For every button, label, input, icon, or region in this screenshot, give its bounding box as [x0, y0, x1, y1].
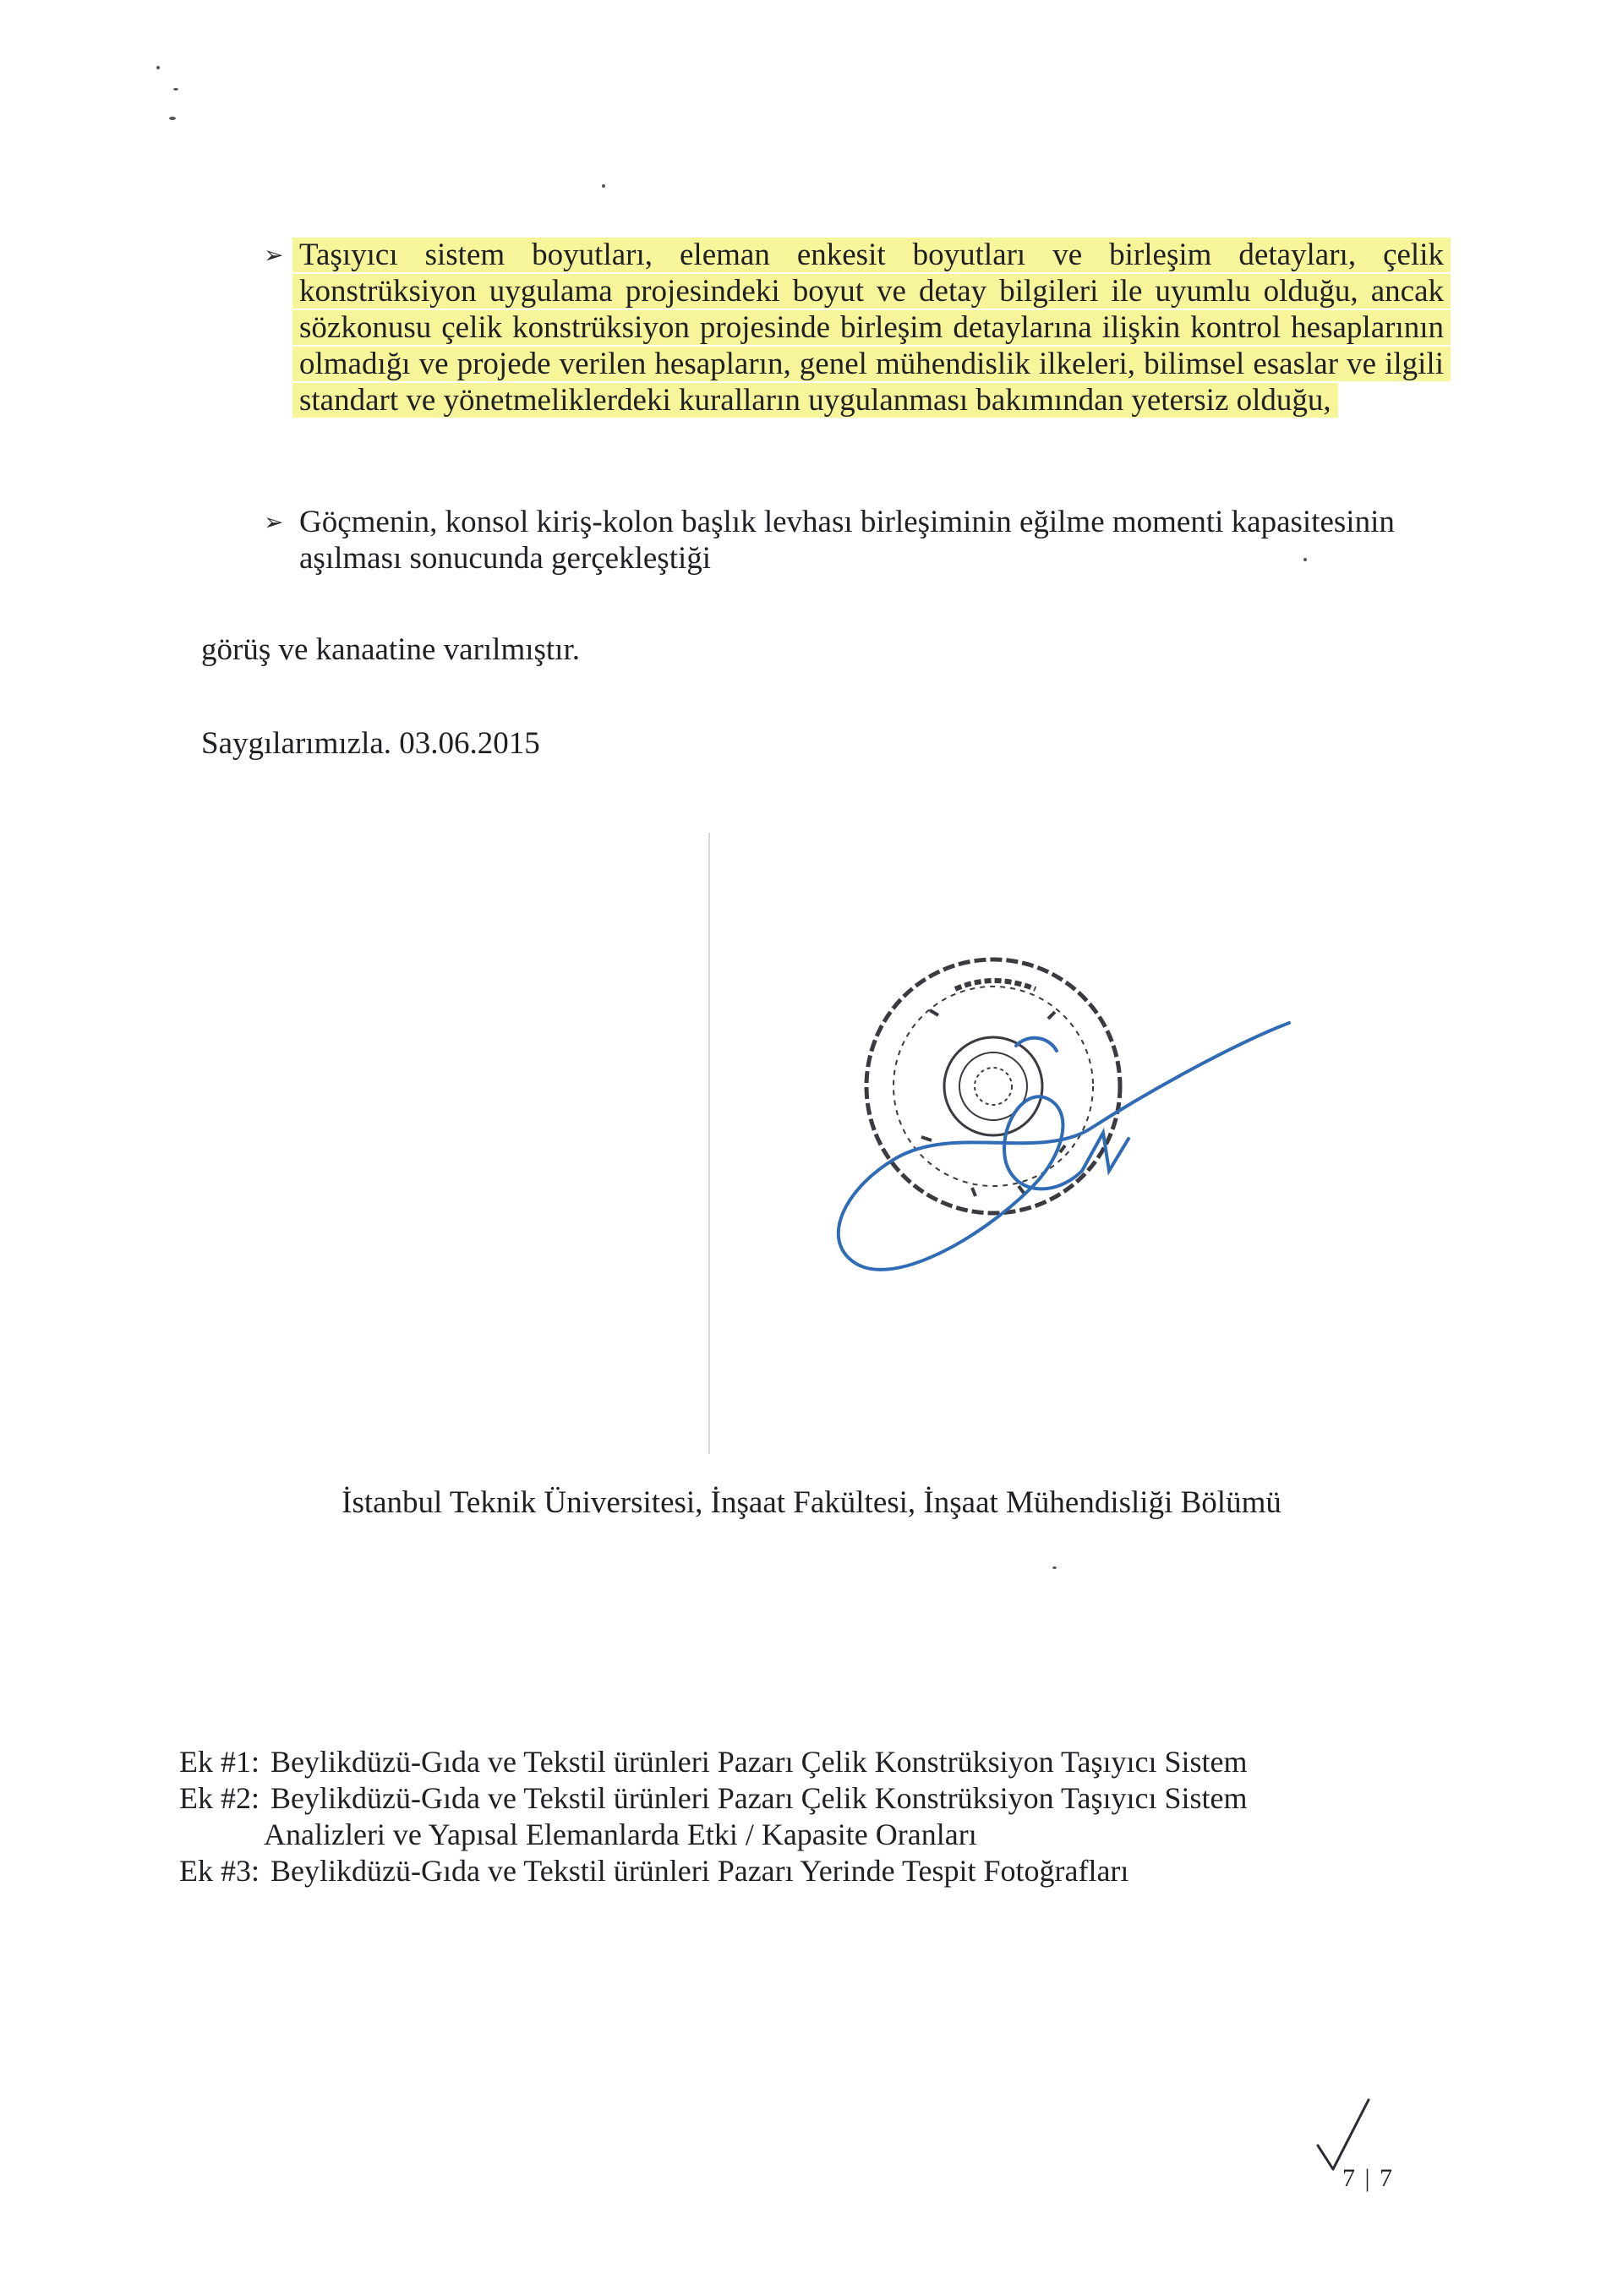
institution-name: İstanbul Teknik Üniversitesi, İnşaat Fakültesi, İnşaat Mühendisliği Bölümü — [342, 1485, 1281, 1520]
scan-speck — [1052, 1566, 1057, 1569]
checkmark-icon — [1314, 2096, 1374, 2173]
attachment-label: Ek #2: — [179, 1781, 260, 1815]
stamp-seal — [866, 959, 1120, 1213]
arrowhead-bullet-icon: ➢ — [264, 508, 284, 536]
finding-bullet-1 — [264, 237, 1444, 418]
scan-speck — [169, 117, 176, 120]
scan-speck — [156, 66, 160, 69]
attachment-label: Ek #3: — [179, 1854, 260, 1888]
attachments-list — [179, 1744, 1447, 1889]
attachment-1 — [179, 1744, 1447, 1780]
conclusion-text: görüş ve kanaatine varılmıştır. — [201, 632, 580, 667]
attachment-label: Ek #1: — [179, 1745, 260, 1779]
page-number: 7 | 7 — [1342, 2164, 1395, 2192]
attachment-2 — [179, 1780, 1447, 1817]
fold-line — [708, 833, 710, 1454]
scan-speck — [173, 88, 178, 90]
attachment-text: Beylikdüzü-Gıda ve Tekstil ürünleri Pazarı Çelik Konstrüksiyon Taşıyıcı Sistem — [270, 1745, 1248, 1779]
highlighted-finding-text: Taşıyıcı sistem boyutları, eleman enkesit boyutları ve birleşim detayları, çelik konstrüksiyon uygulama projesindeki boyut ve detay bilgileri ile uyumlu olduğu, ancak sözkonusu çelik konstrüksiyon projesinde birleşim detaylarına ilişkin kontrol hesaplarının olmadığı ve projede verilen hesapların, genel mühendislik ilkeleri, bilimsel esaslar ve ilgili standart ve yönetmeliklerdeki kuralların uygulanması bakımından yetersiz olduğu, — [299, 238, 1444, 418]
attachment-text: Beylikdüzü-Gıda ve Tekstil ürünleri Pazarı Çelik Konstrüksiyon Taşıyıcı Sistem — [270, 1781, 1248, 1815]
arrowhead-bullet-icon: ➢ — [264, 241, 284, 269]
attachment-text: Analizleri ve Yapısal Elemanlarda Etki / Kapasite Oranları — [264, 1818, 977, 1851]
official-seal-icon — [795, 917, 1319, 1281]
attachment-3 — [179, 1853, 1447, 1889]
closing-date-line: Saygılarımızla. 03.06.2015 — [201, 726, 540, 761]
finding-bullet-2 — [264, 504, 1444, 577]
attachment-2-continuation — [179, 1817, 1447, 1853]
attachment-text: Beylikdüzü-Gıda ve Tekstil ürünleri Pazarı Yerinde Tespit Fotoğrafları — [270, 1854, 1129, 1888]
scan-speck — [602, 184, 605, 188]
finding-text: Göçmenin, konsol kiriş-kolon başlık levhası birleşiminin eğilme momenti kapasitesinin aşılması sonucunda gerçekleştiği — [299, 505, 1395, 576]
